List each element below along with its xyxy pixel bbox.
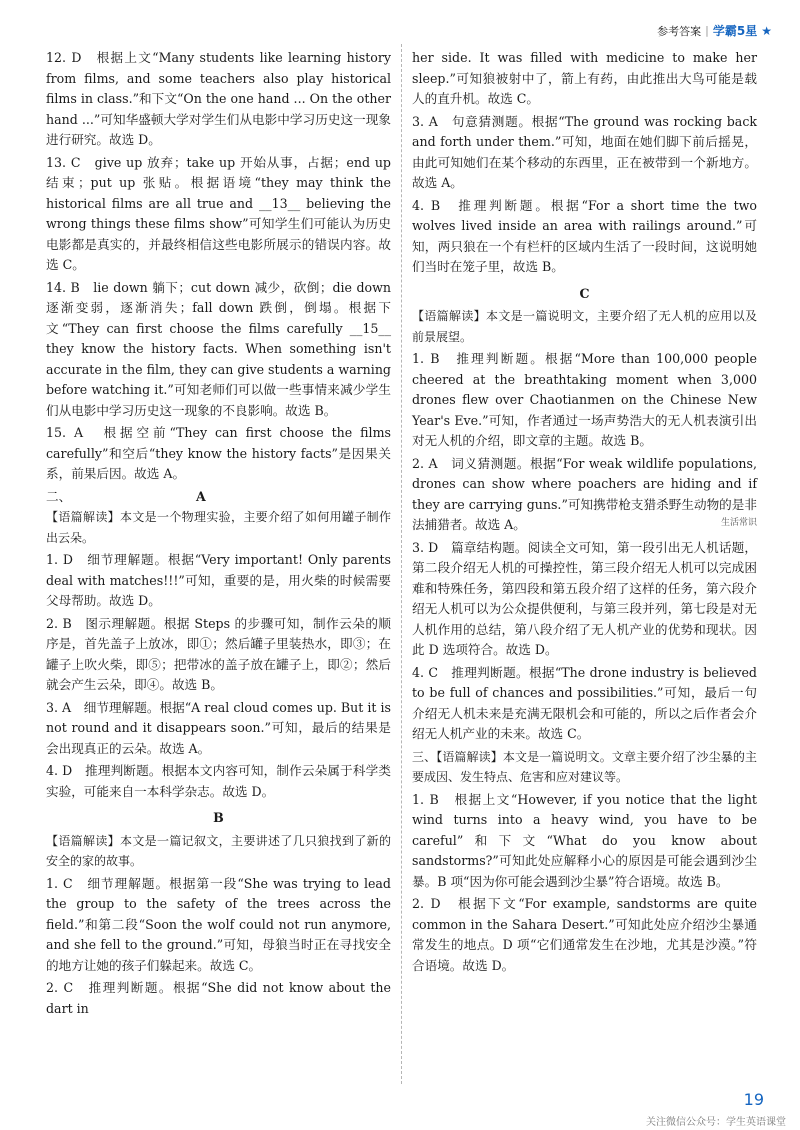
star-icon: ★ [761,23,772,38]
answer-c3: 3. D 篇章结构题。阅读全文可知，第一段引出无人机话题，第二段介绍无人机的可操控性，第三段介绍无人机可以完成困难和特殊任务，第四段和第五段介绍了这样的任务，第六段介绍无人机可以为公众提供便利，与第三段并列，第七段是对无人机作用的总结，第八段介绍了无人机产业的优势和现状。因此 D 选项符合。故选 D。 [412,539,757,657]
answer-s2: 2. D 根据下文“For example, sandstorms are quite common in the Sahara Desert.”可知此处应介绍沙尘暴通常发生的地点。D 项“它们通常发生在沙地，尤其是沙漠。”符合语境。故选 D。 [412,896,757,973]
page-number: 19 [743,1090,764,1109]
passage-note-b: 【语篇解读】本文是一篇记叙文，主要讲述了几只狼找到了新的安全的家的故事。 [46,833,391,868]
answer-b3: 3. A 句意猜测题。根据“The ground was rocking back and forth under them.”可知，地面在她们脚下前后摇晃，由此可知她们在某个移动的东西里，正在被带到一个新地方。故选 A。 [412,113,757,190]
answer-a3: 3. A 细节理解题。根据“A real cloud comes up. But it is not round and it disappears soon.”可知，最后的结果是会出现真正的云朵。故选 A。 [46,699,391,756]
footer-note: 关注微信公众号：学生英语课堂 [646,1117,786,1128]
passage-note-c: 【语篇解读】本文是一篇说明文，主要介绍了无人机的应用以及前景展望。 [412,309,757,344]
passage-note-a: 【语篇解读】本文是一个物理实验，主要介绍了如何用罐子制作出云朵。 [46,510,391,545]
passage-note-3: 三、【语篇解读】本文是一篇说明文。文章主要介绍了沙尘暴的主要成因、发生特点、危害和应对建议等。 [412,749,757,784]
section-b-heading: B [213,810,224,825]
answer-14: 14. B lie down 躺下；cut down 减少，砍倒；die down 逐渐变弱，逐渐消失；fall down 跌倒，倒塌。根据下文“They can first choose the films carefully __15__ they know the history facts. When something isn't accurate in the film, they can give students a warning before watching it.”可知老师们可以做一些事情来减少学生们从电影中学习历史这一现象的不良影响。故选 B。 [46,279,391,418]
page-header [657,22,772,39]
header-separator: | [705,24,709,37]
answer-b4: 4. B 推理判断题。根据“For a short time the two wolves lived inside an area with railings around.”可知，两只狼在一个有栏杆的区域内生活了一段时间，这说明她们当时在笼子里，故选 B。 [412,197,757,274]
answer-12: 12. D 根据上文“Many students like learning history from films, and some teachers also play historical films in class.”和下文“On the one hand ... On the other hand ...”可知华盛顿大学对学生们从电影中学习历史这一现象进行研究。故选 D。 [46,50,391,147]
answer-a2: 2. B 图示理解题。根据 Steps 的步骤可知，制作云朵的顺序是，首先盖子上放冰，即①；然后罐子里装热水，即③；在罐子上吹火柴，即⑤；把带冰的盖子放在罐子上，即②；然后就会产生云朵，即④。故选 B。 [46,615,391,692]
answer-a1: 1. D 细节理解题。根据“Very important! Only parents deal with matches!!!”可知，重要的是，用火柴的时候需要父母帮助。故选 D。 [46,552,391,608]
column-divider [401,44,402,1084]
answer-13: 13. C give up 放弃；take up 开始从事，占据；end up 结束；put up 张贴。根据语境“they may think the historical films are all true and __13__ believing the wrong things these films show”可知学生们可能认为历史电影都是真实的，并最终相信这些电影所展示的错误内容。故选 C。 [46,154,391,272]
section-a-heading: A [196,488,206,504]
answer-b1: 1. C 细节理解题。根据第一段“She was trying to lead the group to the safety of the trees across the field.”和第二段“Soon the wolf could not run anymore, and she fell to the ground.”可知，母狼当时正在寻找安全的地方让她的孩子们躲起来。故选 C。 [46,875,391,973]
left-column [46,48,391,1021]
section-heading-row [46,487,391,508]
header-label: 参考答案 [657,24,702,38]
answer-c4: 4. C 推理判断题。根据“The drone industry is believed to be full of chances and possibilities.”可知，最后一句介绍无人机未来是充满无限机会和可能的，所以之后作者会介绍无人机产业的未来。故选 C。 [412,664,757,741]
section-2-label: 二、 [46,488,72,504]
answer-b2: 2. C 推理判断题。根据“She did not know about the dart in [46,980,391,1016]
right-column [412,48,757,978]
answer-a4: 4. D 推理判断题。根据本文内容可知，制作云朵属于科学类实验，可能来自一本科学杂志。故选 D。 [46,763,391,799]
section-c-heading: C [579,285,590,301]
answer-15: 15. A 根据空前“They can first choose the films carefully”和空后“they know the history facts”是因果关系，前果后因。故选 A。 [46,425,391,481]
brand-title: 学霸5星 [712,24,758,38]
life-knowledge-tag: 生活常识 [720,518,757,528]
answer-s1: 1. B 根据上文“However, if you notice that the light wind turns into a heavy wind, you have to be careful”和下文“What do you know about sandstorms?”可知此处应解释小心的原因是可能会遇到沙尘暴。B 项“因为你可能会遇到沙尘暴”符合语境。故选 B。 [412,791,757,889]
answer-b2-continued: her side. It was filled with medicine to make her sleep.”可知狼被射中了，箭上有药，由此推出大鸟可能是载人的直升机。故选 C。 [412,50,757,106]
answer-c1: 1. B 推理判断题。根据“More than 100,000 people cheered at the breathtaking moment when 3,000 drones flew over Chaotianmen on the Chinese New Year's Eve.”可知，作者通过一场声势浩大的无人机表演引出对无人机的介绍，即文章的主题。故选 B。 [412,351,757,448]
answer-c2 [412,454,757,536]
answer-c2-text: 2. A 词义猜测题。根据“For weak wildlife populations, drones can show where poachers are hiding and if they are carrying guns.”可知携带枪支猎杀野生动物的是非法捕猎者。故选 A。 [412,455,757,532]
